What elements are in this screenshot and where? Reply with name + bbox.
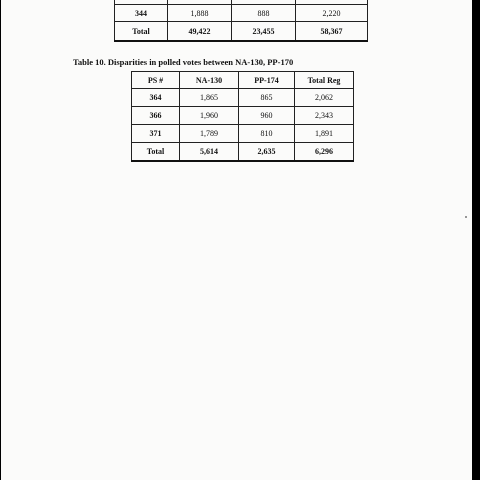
pp-cell: 888	[232, 5, 296, 22]
table-row	[132, 107, 354, 125]
total-reg-cell: 2,343	[295, 107, 354, 125]
ps-cell: 364	[132, 89, 180, 107]
table-row	[115, 5, 368, 22]
total-reg-cell: 58,367	[296, 22, 368, 42]
document-page	[1, 0, 472, 480]
table-row	[132, 125, 354, 143]
pp-174-cell: 2,635	[239, 143, 295, 162]
ps-cell: 371	[132, 125, 180, 143]
column-header: NA-130	[180, 72, 239, 89]
table-header-row	[132, 72, 354, 89]
table-total-row	[115, 22, 368, 42]
na-130-cell: 1,960	[180, 107, 239, 125]
total-reg-cell: 2,220	[296, 5, 368, 22]
column-header: PS #	[132, 72, 180, 89]
total-reg-cell: 6,296	[295, 143, 354, 162]
total-reg-cell: 2,062	[295, 89, 354, 107]
ps-cell: 366	[132, 107, 180, 125]
table-10-caption: Table 10. Disparities in polled votes between NA-130, PP-170	[73, 57, 294, 67]
na-130-cell: 5,614	[180, 143, 239, 162]
table-row	[132, 89, 354, 107]
table-9-partial	[114, 0, 368, 42]
ps-cell: Total	[132, 143, 180, 162]
column-header: Total Reg	[295, 72, 354, 89]
na-130-cell: 1,888	[168, 5, 232, 22]
table-total-row	[132, 143, 354, 162]
ps-cell: Total	[115, 22, 168, 42]
scan-speck	[465, 216, 467, 218]
table-10	[131, 71, 354, 162]
na-130-cell: 1,789	[180, 125, 239, 143]
pp-cell: 23,455	[232, 22, 296, 42]
pp-174-cell: 960	[239, 107, 295, 125]
column-header: PP-174	[239, 72, 295, 89]
pp-174-cell: 810	[239, 125, 295, 143]
na-130-cell: 1,865	[180, 89, 239, 107]
total-reg-cell: 1,891	[295, 125, 354, 143]
na-130-cell: 49,422	[168, 22, 232, 42]
pp-174-cell: 865	[239, 89, 295, 107]
ps-cell: 344	[115, 5, 168, 22]
